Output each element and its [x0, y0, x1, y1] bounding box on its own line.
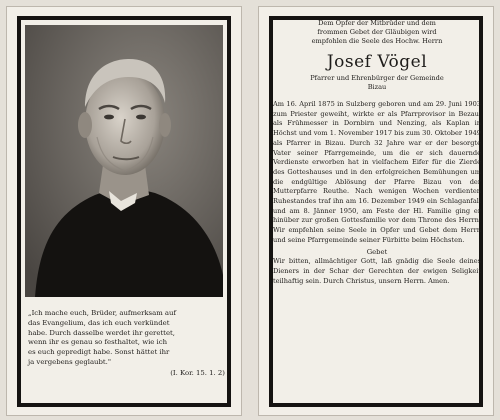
- bible-quote: [28, 309, 225, 379]
- memorial-card-left: [6, 6, 242, 416]
- quote-reference: (I. Kor. 15. 1. 2): [170, 368, 225, 377]
- prayer-title: Gebet: [366, 247, 388, 256]
- quote-line: „Ich mache euch, Brüder, aufmerksam auf: [28, 309, 177, 317]
- intro-line: frommen Gebet der Gläubigen wird: [317, 28, 437, 37]
- role-line: Bizau: [367, 82, 387, 91]
- card-text: [273, 19, 481, 405]
- portrait-photo: [25, 25, 223, 297]
- quote-line: ja vergebens geglaubt.": [28, 357, 112, 366]
- role-line: Pfarrer und Ehrenbürger der Gemeinde: [310, 73, 444, 82]
- prayer-text: Wir bitten, allmächtiger Gott, laß gnädig die Seele deines Dieners in der Schar der Gerechten der ewigen Seligkeit teilhaftig sein. Durch Christus, unsern Herrn. Amen.: [273, 257, 481, 285]
- portrait-illustration: [25, 25, 223, 297]
- deceased-name: Josef Vögel: [326, 51, 428, 72]
- quote-line: das Evangelium, das ich euch verkündet: [28, 318, 170, 327]
- intro-line: empfohlen die Seele des Hochw. Herrn: [311, 37, 443, 46]
- memorial-card-right: [258, 6, 494, 416]
- quote-line: es euch gepredigt habe. Sonst hättet ihr: [28, 348, 170, 357]
- quote-line: habe. Durch dasselbe werdet ihr gerettet,: [28, 328, 175, 337]
- intro-line: Dem Opfer der Mitbrüder und dem: [318, 19, 436, 27]
- biography-text: Am 16. April 1875 in Sulzberg geboren und am 29. Juni 1903 zum Priester geweiht, wirkte er als Pfarrprovisor in Bezau, als Frühmesser in Dornbirn und Nenzing, als Kaplan in Höchst und vom 1. November 1917 bis zum 30. Oktober 1949 als Pfarrer in Bizau. Durch 32 Jahre war er der besorgte Vater seiner Pfarrgemeinde, um die er sich dauernde Verdienste erworben hat in vielfachem Eifer für die Zierde des Gotteshauses und in den erfolgreichen Bemühungen um die endgültige Ablösung der Pfarre Bizau von der Mutterpfarre Reuthe. Nach wenigen Wochen verdienten Ruhestandes traf ihn am 16. Dezember 1949 ein Schlaganfall und am 8. Jänner 1950, am Feste der Hl. Familie ging er hinüber zur großen Gottesfamilie vor dem Throne des Herrn. Wir empfehlen seine Seele in Opfer und Gebet dem Herrn und seine Pfarrgemeinde seiner Fürbitte beim Höchsten.: [273, 100, 481, 244]
- quote-line: wenn ihr es genau so festhaltet, wie ich: [28, 338, 168, 347]
